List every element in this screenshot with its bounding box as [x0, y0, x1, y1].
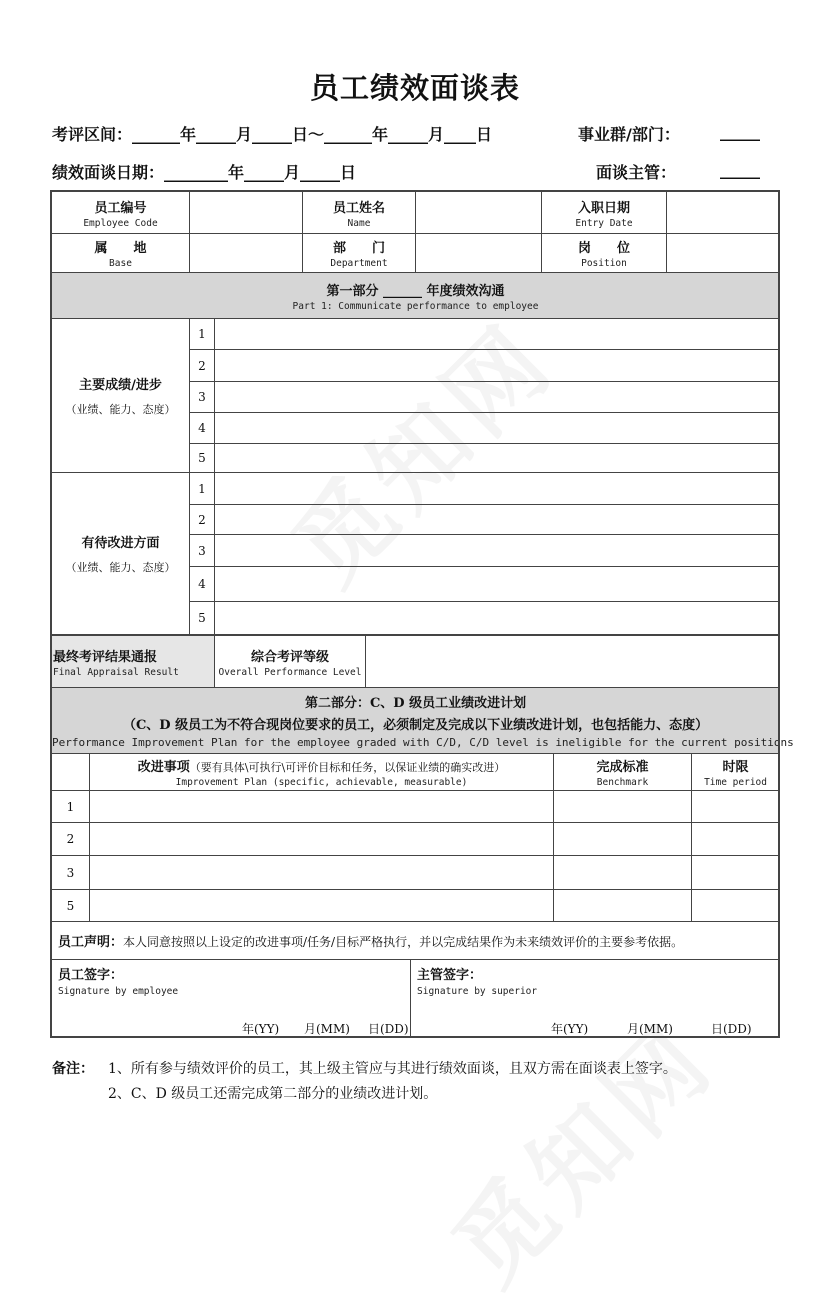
plan-row-number: 1 [52, 791, 90, 823]
plan-row-number: 5 [52, 890, 90, 922]
achievement-field[interactable] [215, 319, 780, 350]
employee-code-field[interactable] [190, 192, 303, 234]
row-number: 5 [190, 602, 215, 635]
row-number: 3 [190, 535, 215, 567]
row-number: 1 [190, 473, 215, 505]
overall-level-field[interactable] [366, 636, 780, 688]
part2-table [51, 687, 794, 922]
position-field[interactable] [667, 234, 780, 273]
entry-date-label: 入职日期 Entry Date [542, 192, 667, 234]
time-period-field[interactable] [692, 856, 780, 890]
day-label: 日(DD) [368, 1022, 409, 1036]
notes-label: 备注： [52, 1061, 94, 1077]
month-label: 月(MM) [627, 1022, 673, 1036]
part1-table [51, 272, 780, 635]
declaration-table [51, 921, 779, 960]
part1-header: 第一部分 ______ 年度绩效沟通 Part 1: Communicate performance to employee [52, 273, 780, 319]
benchmark-field[interactable] [554, 791, 692, 823]
plan-item-field[interactable] [90, 823, 554, 856]
note-1: 1、所有参与绩效评价的员工，其上级主管应与其进行绩效面谈，且双方需在面谈表上签字。 [108, 1061, 677, 1077]
name-field[interactable] [416, 192, 542, 234]
time-period-field[interactable] [692, 791, 780, 823]
row-number: 4 [190, 567, 215, 602]
page-title: 员工绩效面谈表 [309, 71, 520, 105]
month-label: 月(MM) [304, 1022, 350, 1036]
employee-signature-label: 员工签字： [58, 968, 124, 983]
employee-signature-en: Signature by employee [58, 986, 179, 997]
note-2: 2、C、D 级员工还需完成第二部分的业绩改进计划。 [108, 1086, 438, 1102]
achievement-field[interactable] [215, 382, 780, 413]
row-number: 5 [190, 444, 215, 473]
day-label: 日(DD) [711, 1022, 752, 1036]
improvement-label: 有待改进方面 （业绩、能力、态度） [52, 473, 190, 635]
interview-date: 绩效面谈日期：________年_____月_____日 [52, 163, 357, 182]
employee-info-table [51, 191, 780, 273]
plan-item-field[interactable] [90, 791, 554, 823]
year-label: 年(YY) [242, 1022, 280, 1036]
improvement-field[interactable] [215, 473, 780, 505]
time-period-header: 时限 Time period [692, 754, 780, 791]
plan-row-number: 2 [52, 823, 90, 856]
plan-item-field[interactable] [90, 890, 554, 922]
department-blank[interactable]: _____ [720, 122, 760, 141]
plan-row-number: 3 [52, 856, 90, 890]
year-label: 年(YY) [551, 1022, 589, 1036]
achievement-field[interactable] [215, 444, 780, 473]
name-label: 员工姓名 Name [303, 192, 416, 234]
final-result-label: 最终考评结果通报 Final Appraisal Result [52, 636, 215, 688]
benchmark-header: 完成标准 Benchmark [554, 754, 692, 791]
base-field[interactable] [190, 234, 303, 273]
department-field[interactable] [416, 234, 542, 273]
improvement-field[interactable] [215, 567, 780, 602]
achievement-field[interactable] [215, 350, 780, 382]
entry-date-field[interactable] [667, 192, 780, 234]
achievement-field[interactable] [215, 413, 780, 444]
supervisor-blank[interactable]: _____ [720, 160, 760, 179]
supervisor-signature-label: 主管签字： [417, 968, 483, 983]
achievements-label: 主要成绩/进步 （业绩、能力、态度） [52, 319, 190, 473]
result-table [51, 635, 780, 688]
plan-index-header [52, 754, 90, 791]
position-label: 岗 位 Position [542, 234, 667, 273]
employee-declaration: 员工声明：本人同意按照以上设定的改进事项/任务/目标严格执行，并以完成结果作为未来绩效评价的主要参考依据。 [52, 922, 779, 960]
signature-table [51, 959, 780, 1038]
employee-code-label: 员工编号 Employee Code [52, 192, 190, 234]
row-number: 1 [190, 319, 215, 350]
benchmark-field[interactable] [554, 856, 692, 890]
improvement-field[interactable] [215, 535, 780, 567]
base-label: 属 地 Base [52, 234, 190, 273]
benchmark-field[interactable] [554, 823, 692, 856]
time-period-field[interactable] [692, 823, 780, 856]
improvement-field[interactable] [215, 602, 780, 635]
benchmark-field[interactable] [554, 890, 692, 922]
plan-item-header: 改进事项（要有具体\可执行\可评价目标和任务，以保证业绩的确实改进） Improvement Plan (specific, achievable, measurable) [90, 754, 554, 791]
review-period: 考评区间：______年_____月_____日～______年_____月____日 [52, 125, 493, 144]
overall-level-label: 综合考评等级 Overall Performance Level [215, 636, 366, 688]
improvement-field[interactable] [215, 505, 780, 535]
part2-header: 第二部分：C、D 级员工业绩改进计划 （C、D 级员工为不符合现岗位要求的员工，必须制定及完成以下业绩改进计划，也包括能力、态度） Performance Improvement Plan for the employee graded with C/D, C/D level is ineligible for the current positions [52, 688, 780, 754]
time-period-field[interactable] [692, 890, 780, 922]
supervisor-signature-en: Signature by superior [417, 986, 538, 997]
row-number: 4 [190, 413, 215, 444]
row-number: 2 [190, 505, 215, 535]
employee-signature-box[interactable] [52, 960, 411, 1038]
supervisor-signature-box[interactable] [411, 960, 780, 1038]
row-number: 3 [190, 382, 215, 413]
plan-item-field[interactable] [90, 856, 554, 890]
supervisor-label: 面谈主管： [596, 163, 677, 182]
row-number: 2 [190, 350, 215, 382]
department-cell-label: 部 门 Department [303, 234, 416, 273]
department-label: 事业群/部门： [578, 125, 680, 144]
